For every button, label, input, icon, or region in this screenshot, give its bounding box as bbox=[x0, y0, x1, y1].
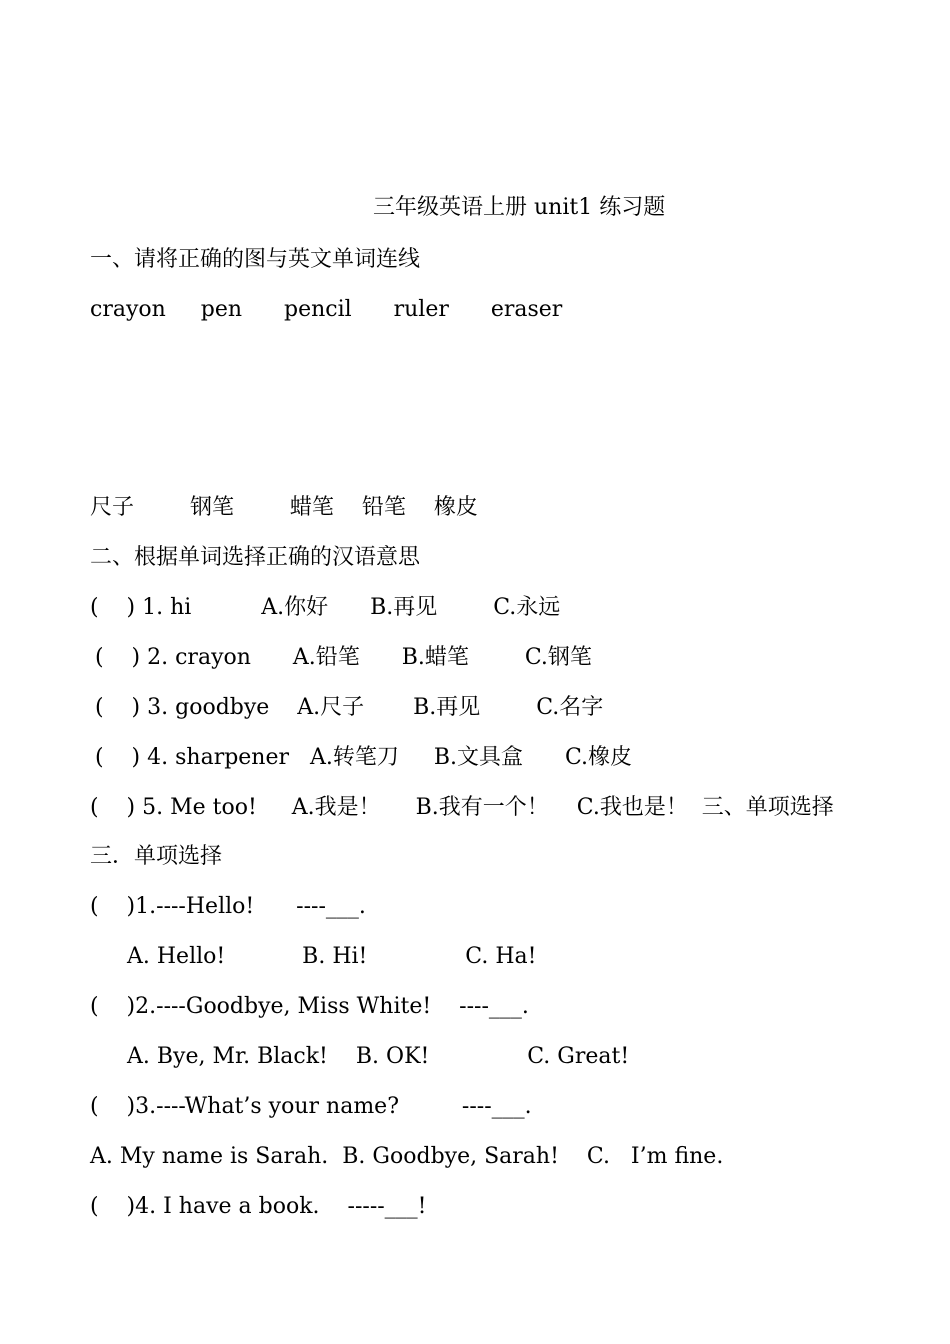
question-item: ( ) 2. crayon A.铅笔 B.蜡笔 C.钢笔 bbox=[95, 645, 592, 670]
section1-heading: 一、请将正确的图与英文单词连线 bbox=[90, 247, 421, 272]
question-line: ( )3.----What’s your name? ----___. bbox=[90, 1094, 532, 1119]
question-line: ( )1.----Hello! ----___. bbox=[90, 894, 366, 919]
question-line: ( )4. I have a book. -----___! bbox=[90, 1194, 427, 1219]
section2-heading: 二、根据单词选择正确的汉语意思 bbox=[90, 545, 421, 570]
question-line: ( )2.----Goodbye, Miss White! ----___. bbox=[90, 994, 529, 1019]
question-item: ( ) 1. hi A.你好 B.再见 C.永远 bbox=[90, 595, 561, 620]
answer-options: A. My name is Sarah. B. Goodbye, Sarah! C. I’m fine. bbox=[90, 1144, 724, 1169]
answer-options: A. Bye, Mr. Black! B. OK! C. Great! bbox=[127, 1044, 630, 1069]
answer-options: A. Hello! B. Hi! C. Ha! bbox=[127, 944, 537, 969]
question-item: ( ) 3. goodbye A.尺子 B.再见 C.名字 bbox=[95, 695, 604, 720]
chinese-word-list: 尺子 钢笔 蜡笔 铅笔 橡皮 bbox=[90, 495, 478, 520]
section3-heading: 三．单项选择 bbox=[90, 844, 223, 869]
question-item: ( ) 5. Me too! A.我是！ B.我有一个！ C.我也是！ 三、单项选择 bbox=[90, 795, 834, 820]
question-item: ( ) 4. sharpener A.转笔刀 B.文具盒 C.橡皮 bbox=[95, 745, 633, 770]
english-word-list: crayon pen pencil ruler eraser bbox=[90, 297, 563, 322]
page-title: 三年级英语上册 unit1 练习题 bbox=[373, 195, 666, 220]
